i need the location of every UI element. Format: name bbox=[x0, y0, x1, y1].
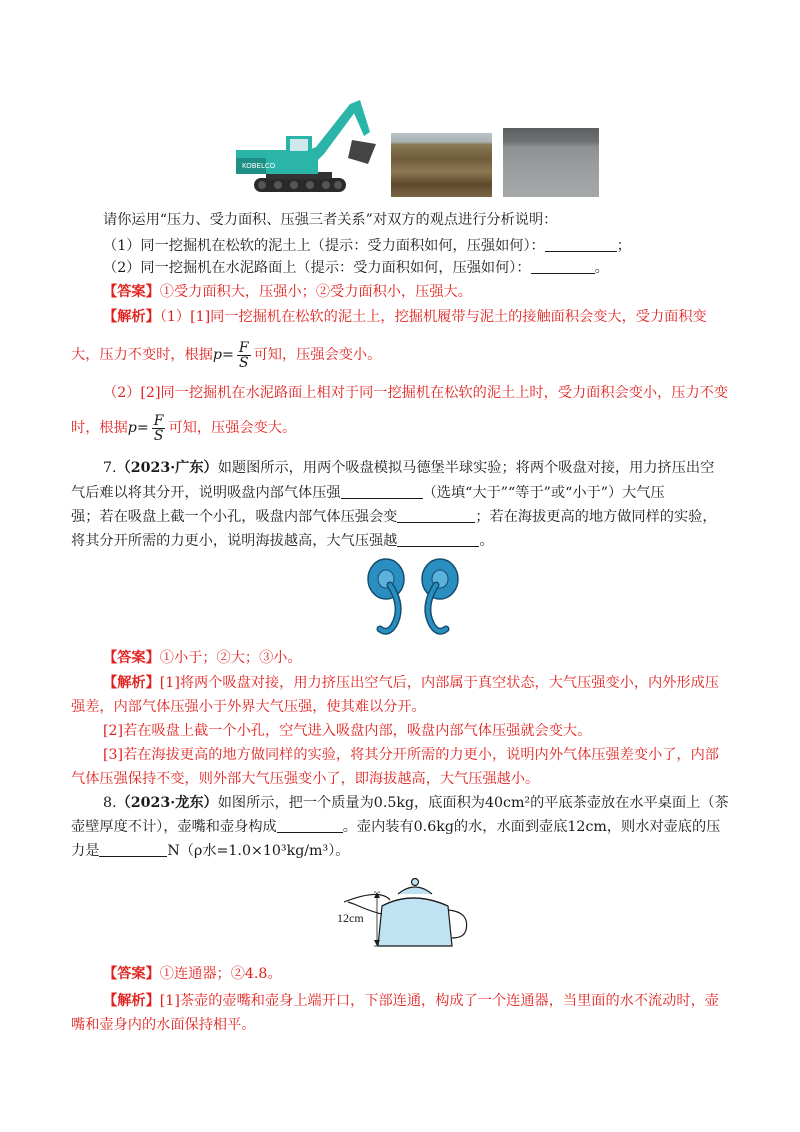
q8-text-3: 力是 bbox=[71, 843, 100, 859]
q7-analysis-line-2: 强差，内部气体压强小于外界大气压强，使其难以分开。 bbox=[71, 699, 426, 715]
question-prompt: 请你运用“压力、受力面积、压强三者关系”对双方的观点进行分析说明： bbox=[103, 212, 558, 228]
q2-tail: 。 bbox=[594, 260, 609, 276]
analysis-text-2: 大，压力不变时，根据 bbox=[71, 347, 213, 363]
q7-text-2b: （选填“大于”“等于”或“小于”）大气压 bbox=[422, 485, 665, 501]
q8-number: 8. bbox=[103, 795, 117, 811]
q7-blank-2 bbox=[397, 508, 475, 523]
svg-text:KOBELCO: KOBELCO bbox=[242, 162, 276, 170]
sub-question-1 bbox=[103, 236, 631, 256]
q8-answer-tag: 【答案】 bbox=[103, 966, 160, 982]
q7-analysis-line-3: [2]若在吸盘上截一个小孔，空气进入吸盘内部，吸盘内部气体压强就会变大。 bbox=[103, 723, 592, 739]
q8-analysis-1: [1]茶壶的壶嘴和壶身上端开口，下部连通，构成了一个连通器，当里面的水不流动时，壶 bbox=[159, 993, 719, 1009]
q7-analysis-line-1 bbox=[103, 673, 719, 693]
concrete-road-photo bbox=[503, 128, 599, 197]
q8-analysis-tag: 【解析】 bbox=[103, 993, 160, 1009]
formula-numerator: F bbox=[238, 339, 249, 356]
q7-line-4 bbox=[71, 531, 494, 551]
analysis-text-4: 时，根据 bbox=[71, 420, 128, 436]
q8-blank-2 bbox=[99, 842, 167, 857]
analysis-text-4b: 可知，压强会变大。 bbox=[168, 420, 297, 436]
formula-denominator: S bbox=[238, 354, 249, 371]
q1-tail: ； bbox=[616, 238, 631, 254]
q8-answer-line bbox=[103, 964, 282, 984]
analysis-line-4 bbox=[71, 413, 296, 443]
analysis-line-3 bbox=[103, 383, 728, 403]
q7-line-3 bbox=[71, 507, 717, 527]
analysis-line-1 bbox=[103, 307, 707, 327]
analysis-line-2 bbox=[71, 340, 381, 370]
analysis-text-2b: 可知，压强会变小。 bbox=[253, 347, 382, 363]
formula-eq: = bbox=[221, 347, 234, 363]
analysis-text-3: （2）[2]同一挖掘机在水泥路面上相对于同一挖掘机在松软的泥土上时，受力面积会变小，压力不变 bbox=[103, 385, 729, 401]
formula-denominator-2: S bbox=[153, 427, 164, 444]
formula-eq-2: = bbox=[136, 420, 149, 436]
q2-answer-blank bbox=[531, 259, 595, 274]
sub-question-2 bbox=[103, 258, 609, 278]
q7-analysis-line-4: [3]若在海拔更高的地方做同样的实验，将其分开所需的力更小，说明内外气体压强差变小了，内部 bbox=[103, 747, 719, 763]
formula-fraction bbox=[237, 341, 251, 370]
q1-text: （1）同一挖掘机在松软的泥土上（提示：受力面积如何，压强如何）： bbox=[103, 238, 545, 254]
q8-line-3 bbox=[71, 841, 349, 861]
q7-text-4b: 。 bbox=[479, 533, 494, 549]
q7-text-4: 将其分开所需的力更小，说明海拔越高，大气压强越 bbox=[71, 533, 398, 549]
q8-line-2 bbox=[71, 817, 720, 837]
q7-number: 7. bbox=[103, 460, 117, 476]
teapot-height-label: 12cm bbox=[337, 911, 364, 925]
q7-text-1: 如题图所示，用两个吸盘模拟马德堡半球实验；将两个吸盘对接，用力挤压出空 bbox=[217, 460, 715, 476]
answer-line bbox=[103, 282, 472, 302]
analysis-tag: 【解析】 bbox=[103, 309, 160, 325]
q8-text-1: 如图所示，把一个质量为0.5kg，底面积为40cm²的平底茶壶放在水平桌面上（茶 bbox=[217, 795, 729, 811]
q8-answer-text: ①连通器；②4.8。 bbox=[159, 966, 282, 982]
q7-source: （2023·广东） bbox=[116, 460, 218, 476]
q8-source: （2023·龙东） bbox=[116, 795, 218, 811]
answer-tag: 【答案】 bbox=[103, 284, 160, 300]
formula-numerator-2: F bbox=[153, 412, 164, 429]
q7-text-3b: ；若在海拔更高的地方做同样的实验， bbox=[475, 509, 717, 525]
soft-soil-photo bbox=[391, 133, 492, 197]
q7-line-1 bbox=[103, 458, 714, 478]
q7-text-2: 气后难以将其分开，说明吸盘内部气体压强 bbox=[71, 485, 341, 501]
analysis-text-1: （1）[1]同一挖掘机在松软的泥土上，挖掘机履带与泥土的接触面积会变大，受力面积变 bbox=[159, 309, 707, 325]
q7-line-2 bbox=[71, 483, 665, 503]
q8-analysis-line-2: 嘴和壶身内的水面保持相平。 bbox=[71, 1017, 256, 1033]
q7-blank-3 bbox=[397, 532, 479, 547]
q7-blank-1 bbox=[341, 484, 423, 499]
q2-text: （2）同一挖掘机在水泥路面上（提示：受力面积如何，压强如何）： bbox=[103, 260, 531, 276]
q1-answer-blank bbox=[545, 237, 617, 252]
q8-text-3b: N（ρ水=1.0×10³kg/m³）。 bbox=[167, 843, 350, 859]
formula-p-2: p bbox=[127, 420, 137, 436]
formula-p: p bbox=[212, 347, 222, 363]
q8-text-2b: 。壶内装有0.6kg的水，水面到壶底12cm，则水对壶底的压 bbox=[342, 819, 721, 835]
q7-text-3: 强；若在吸盘上截一个小孔，吸盘内部气体压强会变 bbox=[71, 509, 398, 525]
q7-analysis-line-5: 气体压强保持不变，则外部大气压强变小了，即海拔越高，大气压强越小。 bbox=[71, 771, 540, 787]
q7-analysis-tag: 【解析】 bbox=[103, 675, 160, 691]
q8-analysis-line-1 bbox=[103, 991, 719, 1011]
q8-blank-1 bbox=[277, 818, 343, 833]
q7-answer-line bbox=[103, 648, 302, 668]
formula-fraction-2 bbox=[152, 414, 166, 443]
excavator-image bbox=[228, 92, 380, 197]
q8-line-1 bbox=[103, 793, 729, 813]
q8-text-2: 壶壁厚度不计），壶嘴和壶身构成 bbox=[71, 819, 277, 835]
answer-text: ①受力面积大，压强小；②受力面积小，压强大。 bbox=[159, 284, 472, 300]
q7-analysis-1: [1]将两个吸盘对接，用力挤压出空气后，内部属于真空状态，大气压强变小，内外形成压 bbox=[159, 675, 719, 691]
q7-answer-tag: 【答案】 bbox=[103, 650, 160, 666]
suction-cups-image bbox=[360, 555, 468, 639]
q7-answer-text: ①小于；②大；③小。 bbox=[159, 650, 302, 666]
